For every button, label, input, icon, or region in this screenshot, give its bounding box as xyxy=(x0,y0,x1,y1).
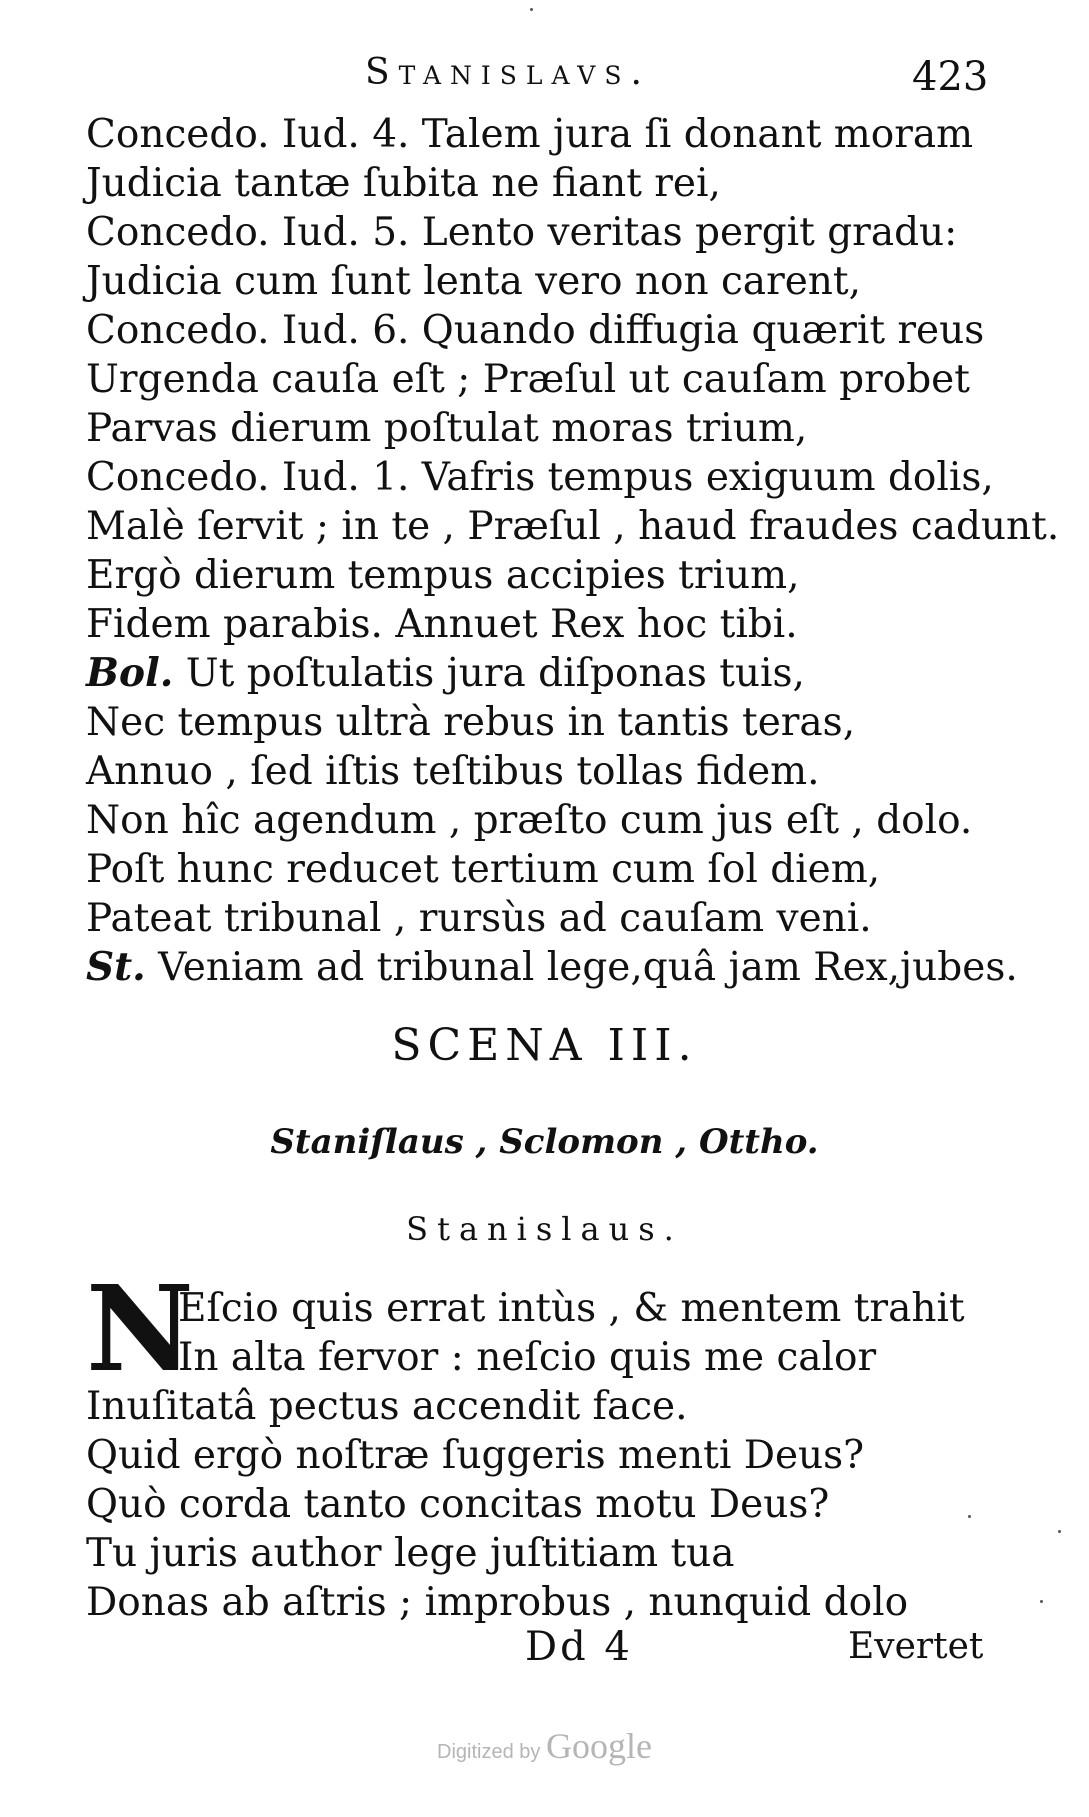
verse-text: Concedo. Iud. 4. Talem jura ſi donant moram xyxy=(86,112,974,157)
ink-speck xyxy=(1040,1600,1043,1603)
running-head: Stanislavs. xyxy=(365,52,651,93)
verse-line xyxy=(86,551,1006,600)
page-header xyxy=(0,48,1089,98)
verse-text: Veniam ad tribunal lege,quâ jam Rex,jubes. xyxy=(145,945,1018,990)
drop-cap: N xyxy=(86,1259,194,1398)
verse-block-1 xyxy=(86,110,1060,992)
verse-line xyxy=(86,355,1006,404)
verse-line xyxy=(86,943,1018,992)
verse-text: Judicia tantæ ſubita ne fiant rei, xyxy=(86,161,721,206)
verse-text: Nec tempus ultrà rebus in tantis teras, xyxy=(86,700,856,745)
verse-line xyxy=(86,453,1006,502)
verse-line xyxy=(86,306,1006,355)
verse-line: Inuſitatâ pectus accendit face. xyxy=(86,1384,688,1429)
verse-line xyxy=(86,110,1006,159)
verse-text: Pateat tribunal , rursùs ad cauſam veni. xyxy=(86,896,872,941)
verse-text: Non hîc agendum , præſto cum jus eſt , dolo. xyxy=(86,798,973,843)
ink-speck xyxy=(530,8,533,11)
speaker-heading: Stanislaus. xyxy=(406,1210,683,1248)
ink-speck xyxy=(1058,1530,1061,1533)
catchword: Evertet xyxy=(848,1626,984,1667)
verse-line xyxy=(86,845,1006,894)
verse-text: Poſt hunc reducet tertium cum ſol diem, xyxy=(86,847,881,892)
verse-line: Tu juris author lege juſtitiam tua xyxy=(86,1531,735,1576)
verse-line xyxy=(86,894,1006,943)
watermark-prefix: Digitized by xyxy=(437,1741,541,1763)
verse-text: Fidem parabis. Annuet Rex hoc tibi. xyxy=(86,602,798,647)
verse-text: Judicia cum ſunt lenta vero non carent, xyxy=(86,259,861,304)
verse-line xyxy=(86,796,1006,845)
ink-speck xyxy=(968,1515,971,1518)
verse-line xyxy=(86,649,1006,698)
page-footer xyxy=(0,1624,1089,1680)
verse-line xyxy=(86,747,1006,796)
verse-text: Ergò dierum tempus accipies trium, xyxy=(86,553,800,598)
verse-line xyxy=(86,208,1006,257)
verse-line xyxy=(86,600,1006,649)
speaker-label: Bol. xyxy=(86,650,174,696)
verse-text: Concedo. Iud. 5. Lento veritas pergit gradu: xyxy=(86,210,958,255)
verse-text: Urgenda cauſa eſt ; Præſul ut cauſam probet xyxy=(86,357,970,402)
verse-text: Parvas dierum poſtulat moras trium, xyxy=(86,406,808,451)
digitization-watermark xyxy=(0,1725,1089,1767)
verse-line: Eſcio quis errat intùs , & mentem trahit xyxy=(178,1286,965,1331)
verse-text: Concedo. Iud. 6. Quando diffugia quærit reus xyxy=(86,308,985,353)
verse-line xyxy=(86,698,1006,747)
verse-line: In alta fervor : neſcio quis me calor xyxy=(178,1335,877,1380)
speaker-label: St. xyxy=(86,944,146,990)
scene-title: SCENA III. xyxy=(391,1020,698,1071)
verse-line xyxy=(86,404,1006,453)
verse-text: Annuo , ſed iſtis teſtibus tollas fidem. xyxy=(86,749,820,794)
signature-mark: Dd 4 xyxy=(525,1624,633,1670)
scene-characters: Staniſlaus , Sclomon , Ottho. xyxy=(270,1122,819,1162)
watermark-brand: Google xyxy=(545,1726,652,1766)
verse-line: Quò corda tanto concitas motu Deus? xyxy=(86,1482,830,1527)
verse-block-2 xyxy=(86,1259,1006,1627)
verse-text: Ut poſtulatis jura diſponas tuis, xyxy=(173,651,805,696)
verse-line xyxy=(86,159,1006,208)
verse-line: Quid ergò noſtræ ſuggeris menti Deus? xyxy=(86,1433,865,1478)
verse-text: Malè ſervit ; in te , Præſul , haud fraudes cadunt. xyxy=(86,504,1060,549)
verse-line: Donas ab aſtris ; improbus , nunquid dolo xyxy=(86,1580,909,1625)
verse-text: Concedo. Iud. 1. Vafris tempus exiguum dolis, xyxy=(86,455,994,500)
verse-line xyxy=(86,502,1060,551)
verse-line xyxy=(86,257,1006,306)
page-number: 423 xyxy=(912,54,989,100)
